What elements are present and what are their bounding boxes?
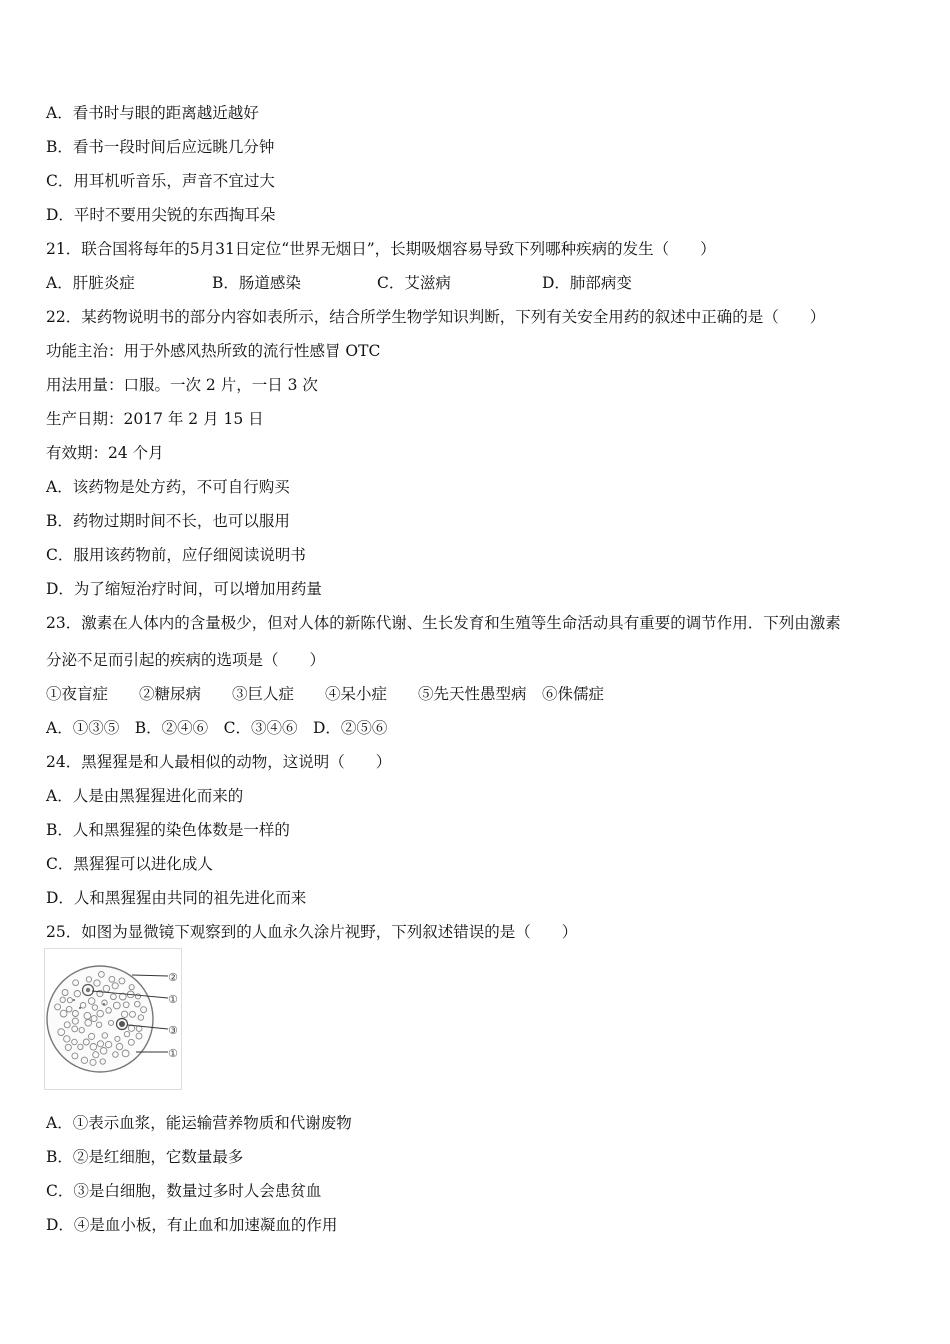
q21-stem: 21．联合国将每年的5月31日定位“世界无烟日”，长期吸烟容易导致下列哪种疾病的发生（ ） xyxy=(46,240,716,258)
q25-option-d: D．④是血小板，有止血和加速凝血的作用 xyxy=(46,1216,338,1234)
q24-option-b: B．人和黑猩猩的染色体数是一样的 xyxy=(46,821,290,839)
q21-options xyxy=(46,273,632,293)
figure-label-2: ② xyxy=(168,971,178,984)
q20-option-d: D．平时不要用尖锐的东西掏耳朵 xyxy=(46,206,276,224)
blood-smear-figure xyxy=(44,948,182,1090)
q22-info-function: 功能主治：用于外感风热所致的流行性感冒 OTC xyxy=(46,342,381,360)
q25-option-c: C．③是白细胞，数量过多时人会患贫血 xyxy=(46,1182,322,1200)
q23-stem-line1: 23．激素在人体内的含量极少，但对人体的新陈代谢、生长发育和生殖等生命活动具有重要的调节作用．下列由激素 xyxy=(46,614,841,632)
q22-info-validity: 有效期：24 个月 xyxy=(46,444,164,462)
q24-option-a: A．人是由黑猩猩进化而来的 xyxy=(46,787,244,805)
platelet xyxy=(103,1003,105,1005)
q23-options: A．①③⑤ B．②④⑥ C．③④⑥ D．②⑤⑥ xyxy=(46,719,388,737)
q24-option-d: D．人和黑猩猩由共同的祖先进化而来 xyxy=(46,889,307,907)
q20-option-a: A．看书时与眼的距离越近越好 xyxy=(46,104,259,122)
q20-option-b: B．看书一段时间后应远眺几分钟 xyxy=(46,138,275,156)
figure-label-1a: ① xyxy=(168,993,178,1006)
q21-option-c: C．艾滋病 xyxy=(377,274,451,292)
q23-stem-line2: 分泌不足而引起的疾病的选项是（ ） xyxy=(46,651,326,669)
white-blood-cell-1-nucleus xyxy=(86,988,90,992)
q22-option-b: B．药物过期时间不长，也可以服用 xyxy=(46,512,290,530)
q21-option-d: D．肺部病变 xyxy=(542,274,632,292)
figure-label-1b: ① xyxy=(168,1047,178,1060)
q22-stem: 22．某药物说明书的部分内容如表所示，结合所学生物学知识判断，下列有关安全用药的叙述中正确的是（ ） xyxy=(46,308,826,326)
q25-option-b: B．②是红细胞，它数量最多 xyxy=(46,1148,244,1166)
q23-items: ①夜盲症 ②糖尿病 ③巨人症 ④呆小症 ⑤先天性愚型病 ⑥侏儒症 xyxy=(46,685,605,703)
q22-info-dosage: 用法用量：口服。一次 2 片，一日 3 次 xyxy=(46,376,318,394)
q21-option-a: A．肝脏炎症 xyxy=(46,274,135,292)
q24-stem: 24．黑猩猩是和人最相似的动物，这说明（ ） xyxy=(46,753,392,771)
q25-stem: 25．如图为显微镜下观察到的人血永久涂片视野，下列叙述错误的是（ ） xyxy=(46,923,578,941)
white-blood-cell-2-nucleus xyxy=(119,1021,125,1027)
q21-option-b: B．肠道感染 xyxy=(212,274,301,292)
q24-option-c: C．黑猩猩可以进化成人 xyxy=(46,855,213,873)
figure-label-3: ③ xyxy=(168,1024,178,1037)
q22-option-c: C．服用该药物前，应仔细阅读说明书 xyxy=(46,546,306,564)
platelet xyxy=(73,999,75,1001)
q25-option-a: A．①表示血浆，能运输营养物质和代谢废物 xyxy=(46,1114,352,1132)
q20-option-c: C．用耳机听音乐，声音不宜过大 xyxy=(46,172,275,190)
q22-option-d: D．为了缩短治疗时间，可以增加用药量 xyxy=(46,580,322,598)
platelet xyxy=(79,1007,81,1009)
q22-option-a: A．该药物是处方药，不可自行购买 xyxy=(46,478,290,496)
q22-info-production-date: 生产日期：2017 年 2 月 15 日 xyxy=(46,410,264,428)
